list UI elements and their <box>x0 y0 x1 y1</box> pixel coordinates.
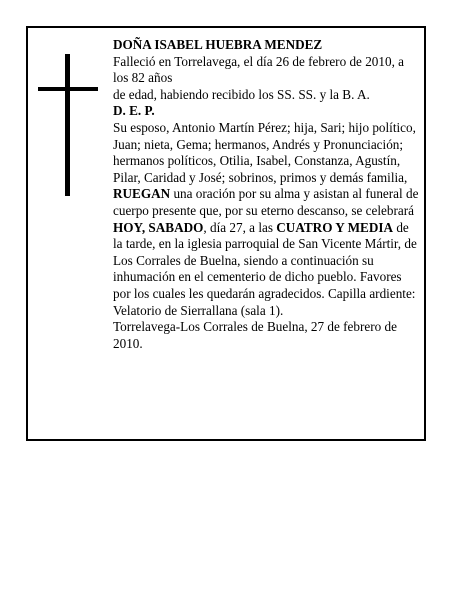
cross-icon <box>38 54 98 196</box>
funeral-day: HOY, SABADO <box>113 219 204 235</box>
cross-vertical-bar <box>65 54 70 196</box>
cross-horizontal-bar <box>38 87 98 91</box>
place-date: Torrelavega-Los Corrales de Buelna, 27 de febrero de 2010. <box>113 319 397 351</box>
notice-text <box>113 37 419 352</box>
ruegan-word: RUEGAN <box>113 186 171 202</box>
funeral-time: CUATRO Y MEDIA <box>276 219 394 235</box>
deceased-name: DOÑA ISABEL HUEBRA MENDEZ <box>113 37 323 52</box>
request-text-1: una oración por su alma y asistan al funeral de cuerpo presente que, por su eterno descanso, se celebrará <box>113 186 419 218</box>
family-list: Su esposo, Antonio Martín Pérez; hija, Sari; hijo político, Juan; nieta, Gema; hermanos, Andrés y Pronunciación; hermanos políticos, Otilia, Isabel, Constanza, Agustín, Pilar, Caridad y José; sobrinos, primos y demás familia, <box>113 119 416 185</box>
request-text-3: de la tarde, en la iglesia parroquial de San Vicente Mártir, de Los Corrales de Buelna, siendo a continuación su inhumación en el cementerio de dicho pueblo. Favores por los cuales les quedarán agradecidos. Capilla ardiente: Velatorio de Sierrallana (sala 1). <box>113 219 417 318</box>
dep-line: D. E. P. <box>113 103 155 119</box>
death-line: Falleció en Torrelavega, el día 26 de febrero de 2010, a los 82 años <box>113 53 405 86</box>
sacraments-line: de edad, habiendo recibido los SS. SS. y la B. A. <box>113 86 370 102</box>
funeral-request <box>113 186 419 319</box>
request-text-2: , día 27, a las <box>203 219 277 235</box>
